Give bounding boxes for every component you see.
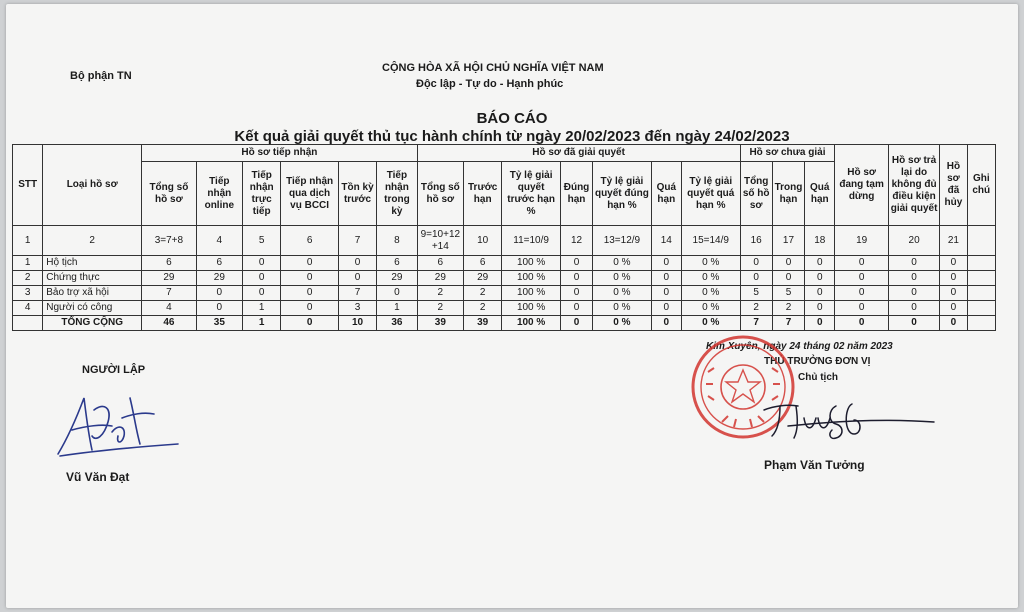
- col-header: Hồ sơ trả lại do không đủ điều kiện giải quyết: [888, 145, 939, 226]
- table-cell: 2: [772, 301, 804, 316]
- col-header: Tỷ lệ giải quyết trước hạn %: [502, 162, 561, 226]
- col-header: Tổng số hồ sơ: [142, 162, 196, 226]
- table-cell: 29: [464, 271, 502, 286]
- table-cell: 0: [196, 286, 242, 301]
- table-cell: 0: [281, 301, 339, 316]
- preparer-title: NGƯỜI LẬP: [82, 364, 146, 376]
- formula-cell: 20: [888, 226, 939, 256]
- table-cell: Hộ tịch: [43, 256, 142, 271]
- table-cell: 6: [196, 256, 242, 271]
- place-date: Kim Xuyên, ngày 24 tháng 02 năm 2023: [706, 341, 893, 352]
- report-page: [6, 4, 1018, 608]
- table-cell: 2: [417, 286, 463, 301]
- table-cell: 0: [281, 256, 339, 271]
- formula-cell: 21: [940, 226, 967, 256]
- total-cell: 0: [835, 316, 888, 331]
- table-cell: 4: [142, 301, 196, 316]
- nation-heading: CỘNG HÒA XÃ HỘI CHỦ NGHĨA VIỆT NAM: [382, 62, 604, 74]
- col-header: Tiếp nhận trực tiếp: [243, 162, 281, 226]
- table-cell: 0: [940, 301, 967, 316]
- table-cell: 0: [835, 286, 888, 301]
- formula-cell: [967, 226, 995, 256]
- formula-cell: 16: [740, 226, 772, 256]
- col-header: Tiếp nhận qua dịch vụ BCCI: [281, 162, 339, 226]
- col-header: Tỷ lệ giải quyết đúng hạn %: [593, 162, 652, 226]
- report-title: BÁO CÁO: [476, 110, 548, 127]
- formula-cell: 12: [560, 226, 592, 256]
- table-cell: 0: [888, 301, 939, 316]
- table-cell: 0: [888, 286, 939, 301]
- total-cell: 0 %: [593, 316, 652, 331]
- table-cell: 2: [13, 271, 43, 286]
- formula-cell: 19: [835, 226, 888, 256]
- table-cell: 4: [13, 301, 43, 316]
- preparer-signature: [50, 384, 190, 464]
- table-cell: 29: [377, 271, 417, 286]
- table-cell: 0: [243, 271, 281, 286]
- col-header: Tiếp nhận online: [196, 162, 242, 226]
- total-cell: 0: [651, 316, 681, 331]
- formula-cell: 13=12/9: [593, 226, 652, 256]
- group-header-resolved: Hồ sơ đã giải quyết: [417, 145, 740, 162]
- table-cell: 0: [281, 271, 339, 286]
- table-cell: 100 %: [502, 256, 561, 271]
- col-header: Quá hạn: [651, 162, 681, 226]
- col-header: Ghi chú: [967, 145, 995, 226]
- table-cell: 7: [142, 286, 196, 301]
- table-cell: 0: [740, 256, 772, 271]
- chairman-title: Chủ tịch: [798, 372, 838, 383]
- total-cell: TỔNG CỘNG: [43, 316, 142, 331]
- total-cell: 7: [772, 316, 804, 331]
- table-cell: 1: [243, 301, 281, 316]
- table-cell: 0: [243, 286, 281, 301]
- table-cell: 0: [651, 271, 681, 286]
- report-table: [12, 144, 996, 331]
- total-cell: [13, 316, 43, 331]
- table-cell: 0: [243, 256, 281, 271]
- formula-cell: 7: [338, 226, 376, 256]
- table-cell: Chứng thực: [43, 271, 142, 286]
- table-cell: 1: [13, 256, 43, 271]
- formula-cell: 10: [464, 226, 502, 256]
- group-header-unresolved: Hồ sơ chưa giải: [740, 145, 835, 162]
- total-cell: 39: [464, 316, 502, 331]
- total-row: [13, 316, 996, 331]
- formula-cell: 1: [13, 226, 43, 256]
- table-cell: 0: [835, 301, 888, 316]
- table-cell: 6: [377, 256, 417, 271]
- table-cell: 0 %: [593, 286, 652, 301]
- col-header: Loại hồ sơ: [43, 145, 142, 226]
- table-cell: 0: [940, 256, 967, 271]
- col-header: Trong hạn: [772, 162, 804, 226]
- total-cell: 100 %: [502, 316, 561, 331]
- table-cell: [967, 286, 995, 301]
- table-cell: 0: [560, 256, 592, 271]
- director-signature: [758, 388, 938, 448]
- table-cell: 0 %: [681, 271, 740, 286]
- unit-head-title: THỦ TRƯỞNG ĐƠN VỊ: [764, 356, 871, 367]
- total-cell: 36: [377, 316, 417, 331]
- col-header: Tỷ lệ giải quyết quá hạn %: [681, 162, 740, 226]
- formula-cell: 15=14/9: [681, 226, 740, 256]
- formula-cell: 4: [196, 226, 242, 256]
- table-cell: 0 %: [681, 256, 740, 271]
- col-header: STT: [13, 145, 43, 226]
- table-cell: 2: [417, 301, 463, 316]
- total-cell: 0: [560, 316, 592, 331]
- table-cell: 0 %: [681, 286, 740, 301]
- table-cell: 2: [464, 301, 502, 316]
- table-cell: 0: [940, 271, 967, 286]
- table-cell: 0: [772, 256, 804, 271]
- table-cell: 0: [888, 271, 939, 286]
- col-header: Tiếp nhận trong kỳ: [377, 162, 417, 226]
- table-cell: Bảo trợ xã hội: [43, 286, 142, 301]
- table-cell: 0 %: [593, 271, 652, 286]
- table-cell: 100 %: [502, 286, 561, 301]
- total-cell: 0: [281, 316, 339, 331]
- table-cell: [967, 301, 995, 316]
- table-cell: 0: [805, 286, 835, 301]
- total-cell: [967, 316, 995, 331]
- total-cell: 0: [940, 316, 967, 331]
- report-subtitle: Kết quả giải quyết thủ tục hành chính từ ngày 20/02/2023 đến ngày 24/02/2023: [234, 128, 790, 145]
- table-cell: 0: [888, 256, 939, 271]
- table-cell: 29: [196, 271, 242, 286]
- table-cell: 0: [651, 301, 681, 316]
- formula-cell: 5: [243, 226, 281, 256]
- table-row: [13, 301, 996, 316]
- table-cell: 0: [805, 271, 835, 286]
- col-header: Hồ sơ đang tạm dừng: [835, 145, 888, 226]
- table-cell: 0 %: [593, 256, 652, 271]
- table-cell: 100 %: [502, 301, 561, 316]
- table-cell: 0: [196, 301, 242, 316]
- table-cell: 0: [940, 286, 967, 301]
- total-cell: 10: [338, 316, 376, 331]
- table-cell: 0: [560, 301, 592, 316]
- table-cell: 0: [835, 256, 888, 271]
- table-row: [13, 271, 996, 286]
- table-cell: 0: [651, 256, 681, 271]
- table-cell: 6: [464, 256, 502, 271]
- table-cell: 0: [377, 286, 417, 301]
- table-cell: Người có công: [43, 301, 142, 316]
- formula-cell: 6: [281, 226, 339, 256]
- table-cell: 5: [772, 286, 804, 301]
- table-cell: 0: [560, 286, 592, 301]
- col-header: Tổng số hồ sơ: [417, 162, 463, 226]
- formula-cell: 17: [772, 226, 804, 256]
- preparer-name: Vũ Văn Đạt: [66, 470, 130, 484]
- table-cell: 3: [13, 286, 43, 301]
- table-cell: 0: [338, 271, 376, 286]
- formula-cell: 3=7+8: [142, 226, 196, 256]
- col-header: Hồ sơ đã hủy: [940, 145, 967, 226]
- table-cell: 0: [338, 256, 376, 271]
- formula-row: [13, 226, 996, 256]
- table-cell: 7: [338, 286, 376, 301]
- formula-cell: 8: [377, 226, 417, 256]
- motto: Độc lập - Tự do - Hạnh phúc: [416, 78, 564, 90]
- table-cell: 0: [560, 271, 592, 286]
- table-cell: [967, 256, 995, 271]
- table-cell: [967, 271, 995, 286]
- table-cell: 1: [377, 301, 417, 316]
- table-cell: 0 %: [593, 301, 652, 316]
- table-cell: 0: [740, 271, 772, 286]
- table-cell: 0: [805, 301, 835, 316]
- table-cell: 29: [417, 271, 463, 286]
- formula-cell: 14: [651, 226, 681, 256]
- table-cell: 100 %: [502, 271, 561, 286]
- total-cell: 0: [805, 316, 835, 331]
- col-header: Trước hạn: [464, 162, 502, 226]
- table-cell: 5: [740, 286, 772, 301]
- department-label: Bộ phận TN: [70, 70, 132, 82]
- col-header: Tồn kỳ trước: [338, 162, 376, 226]
- table-cell: 0: [281, 286, 339, 301]
- table-row: [13, 256, 996, 271]
- total-cell: 0: [888, 316, 939, 331]
- table-cell: 3: [338, 301, 376, 316]
- col-header: Tổng số hồ sơ: [740, 162, 772, 226]
- col-header: Đúng hạn: [560, 162, 592, 226]
- table-cell: 0: [835, 271, 888, 286]
- director-name: Phạm Văn Tưởng: [764, 458, 865, 472]
- table-cell: 0: [772, 271, 804, 286]
- total-cell: 0 %: [681, 316, 740, 331]
- total-cell: 1: [243, 316, 281, 331]
- total-cell: 39: [417, 316, 463, 331]
- total-cell: 35: [196, 316, 242, 331]
- table-row: [13, 286, 996, 301]
- table-cell: 29: [142, 271, 196, 286]
- table-cell: 6: [142, 256, 196, 271]
- group-header-received: Hồ sơ tiếp nhận: [142, 145, 417, 162]
- formula-cell: 2: [43, 226, 142, 256]
- formula-cell: 18: [805, 226, 835, 256]
- col-header: Quá hạn: [805, 162, 835, 226]
- table-cell: 2: [464, 286, 502, 301]
- table-cell: 0: [805, 256, 835, 271]
- total-cell: 7: [740, 316, 772, 331]
- table-cell: 2: [740, 301, 772, 316]
- formula-cell: 11=10/9: [502, 226, 561, 256]
- formula-cell: 9=10+12 +14: [417, 226, 463, 256]
- table-cell: 6: [417, 256, 463, 271]
- table-cell: 0 %: [681, 301, 740, 316]
- total-cell: 46: [142, 316, 196, 331]
- table-cell: 0: [651, 286, 681, 301]
